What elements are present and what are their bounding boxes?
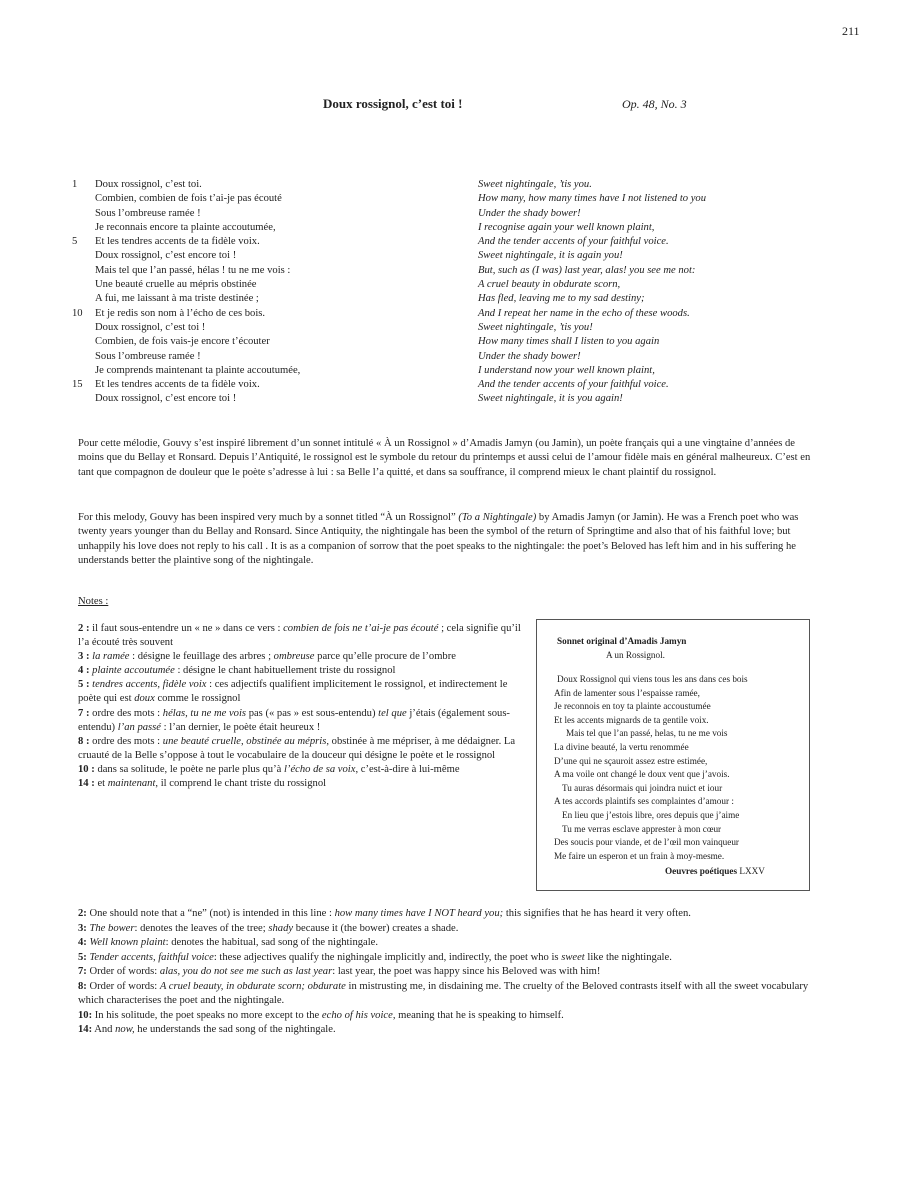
note-en-2: 2: One should note that a “ne” (not) is intended in this line : how many times have I NOT heard you; this signifies that he has heard it very often. bbox=[78, 908, 691, 919]
line-text: Et les tendres accents de ta fidèle voix. bbox=[95, 236, 260, 248]
note-fr-10: 10 : dans sa solitude, le poète ne parle plus qu’à l’écho de sa voix, c’est-à-dire à lui-même bbox=[78, 763, 460, 775]
sonnet-line: Tu me verras esclave apprester à mon cœur bbox=[562, 823, 722, 834]
poem-line-en: But, such as (I was) last year, alas! you see me not: bbox=[478, 264, 696, 276]
line-text: Sous l’ombreuse ramée ! bbox=[95, 350, 201, 362]
poem-line-fr bbox=[72, 307, 475, 321]
sonnet-text bbox=[554, 673, 748, 863]
poem-line-fr bbox=[95, 264, 475, 278]
sonnet-line: Me faire un esperon et un frain à moy-mesme. bbox=[554, 850, 725, 861]
poem-line-fr bbox=[95, 335, 475, 349]
line-text: Je comprends maintenant ta plainte accoutumée, bbox=[95, 364, 301, 376]
song-title: Doux rossignol, c’est toi ! bbox=[323, 96, 463, 111]
poem-english bbox=[478, 178, 878, 407]
poem-line-en: Under the shady bower! bbox=[478, 207, 581, 219]
poem-line-fr bbox=[72, 378, 475, 392]
line-text: A fui, me laissant à ma triste destinée ; bbox=[95, 293, 259, 305]
poem-line-en: And the tender accents of your faithful voice. bbox=[478, 236, 669, 248]
line-number: 10 bbox=[72, 307, 83, 319]
note-en-8: 8: Order of words: A cruel beauty, in obdurate scorn; obdurate in mistrusting me, in disdaining me. The cruelty of the Beloved contrasts itself with all the sweet vocabulary which characterises the poet and the nightingale. bbox=[78, 980, 809, 1006]
note-fr-14: 14 : et maintenant, il comprend le chant triste du rossignol bbox=[78, 778, 327, 790]
poem-line-en: Sweet nightingale, it is again you! bbox=[478, 250, 623, 262]
note-en-7: 7: Order of words: alas, you do not see me such as last year: last year, the poet was happy since his Beloved was with him! bbox=[78, 966, 601, 977]
sonnet-line: A ma voile ont changé le doux vent que j’avois. bbox=[554, 769, 730, 780]
poem-line-fr bbox=[95, 207, 475, 221]
opus-number: Op. 48, No. 3 bbox=[622, 97, 687, 111]
notes-heading: Notes : bbox=[78, 596, 109, 607]
notes-french bbox=[78, 622, 528, 791]
sonnet-line: La divine beauté, la vertu renommée bbox=[554, 741, 689, 752]
sonnet-line: Je reconnois en toy ta plainte accoustumée bbox=[554, 701, 711, 712]
line-text: Sous l’ombreuse ramée ! bbox=[95, 207, 201, 219]
poem-line-en: I recognise again your well known plaint, bbox=[478, 221, 655, 233]
poem-line-en: I understand now your well known plaint, bbox=[478, 364, 655, 376]
note-fr-5: 5 : tendres accents, fidèle voix : ces adjectifs qualifient implicitement le rossignol, et indirectement le poète qui est doux comme le rossignol bbox=[78, 679, 508, 705]
poem-line-fr bbox=[95, 292, 475, 306]
sonnet-line: Tu auras désormais qui joindra nuict et iour bbox=[562, 782, 723, 793]
sonnet-subtitle: A un Rossignol. bbox=[606, 650, 665, 660]
note-fr-7: 7 : ordre des mots : hélas, tu ne me vois pas (« pas » est sous-entendu) tel que j’étais (également sous-entendu) l’an passé : l’an dernier, le poète était heureux ! bbox=[78, 707, 510, 733]
poem-line-fr bbox=[95, 321, 475, 335]
note-en-5: 5: Tender accents, faithful voice: these adjectives qualify the nighingale implicitly and, indirectly, the poet who is sweet like the nightingale. bbox=[78, 951, 672, 963]
poem-line-en: Sweet nightingale, ’tis you. bbox=[478, 179, 592, 190]
line-text: Doux rossignol, c’est encore toi ! bbox=[95, 250, 237, 262]
line-text: Mais tel que l’an passé, hélas ! tu ne me vois : bbox=[95, 264, 291, 276]
line-text: Je reconnais encore ta plainte accoutumée, bbox=[95, 221, 276, 233]
line-text: Une beauté cruelle au mépris obstinée bbox=[95, 279, 257, 291]
line-number: 1 bbox=[72, 179, 78, 190]
note-en-4: 4: Well known plaint: denotes the habitual, sad song of the nightingale. bbox=[78, 937, 379, 948]
sonnet-line: Mais tel que l’an passé, helas, tu ne me vois bbox=[566, 728, 728, 739]
line-text: Et je redis son nom à l’écho de ces bois. bbox=[95, 307, 266, 319]
poem-line-en: Sweet nightingale, it is you again! bbox=[478, 393, 623, 405]
line-number: 5 bbox=[72, 236, 78, 248]
note-en-3: 3: The bower: denotes the leaves of the tree; shady because it (the bower) creates a shade. bbox=[78, 922, 459, 934]
note-fr-2: 2 : il faut sous-entendre un « ne » dans ce vers : combien de fois ne t’ai-je pas écouté ; cela signifie qu’il l’a écouté très souvent bbox=[78, 623, 521, 649]
poem-line-fr bbox=[72, 178, 475, 192]
poem-line-en: A cruel beauty in obdurate scorn, bbox=[478, 279, 621, 291]
line-text: Combien, de fois vais-je encore t’écouter bbox=[95, 336, 270, 348]
poem-line-fr bbox=[95, 364, 475, 378]
poem-line-en: How many, how many times have I not listened to you bbox=[478, 193, 707, 205]
sonnet-title: Sonnet original d’Amadis Jamyn bbox=[557, 636, 687, 646]
poem-line-en: And I repeat her name in the echo of these woods. bbox=[478, 307, 690, 319]
line-number: 15 bbox=[72, 379, 83, 391]
poem-line-en: And the tender accents of your faithful voice. bbox=[478, 379, 669, 391]
poem-line-fr bbox=[95, 192, 475, 206]
note-fr-8: 8 : ordre des mots : une beauté cruelle, obstinée au mépris, obstinée à me mépriser, à me dédaigner. La cruauté de la Belle s’oppose à tout le vocabulaire de la douceur qui désigne le poète et le rossignol bbox=[78, 735, 516, 761]
note-fr-4: 4 : plainte accoutumée : désigne le chant habituellement triste du rossignol bbox=[78, 665, 396, 677]
line-text: Doux rossignol, c’est encore toi ! bbox=[95, 393, 237, 405]
sonnet-line: Afin de lamenter sous l’espaisse ramée, bbox=[554, 687, 700, 698]
sonnet-line: Et les accents mignards de ta gentile voix. bbox=[554, 714, 709, 725]
sonnet-line: Doux Rossignol qui viens tous les ans dans ces bois bbox=[557, 674, 748, 684]
poem-line-en: Has fled, leaving me to my sad destiny; bbox=[478, 293, 645, 305]
line-text: Combien, combien de fois t’ai-je pas écouté bbox=[95, 193, 282, 205]
sonnet-source: Oeuvres poétiques LXXV bbox=[665, 866, 765, 876]
sonnet-line: A tes accords plaintifs ses complaintes d’amour : bbox=[554, 796, 734, 807]
commentary-french: Pour cette mélodie, Gouvy s’est inspiré librement d’un sonnet intitulé « À un Rossignol » d’Amadis Jamyn (ou Jamin), un poète français qui a une vingtaine d’années de moins que du Bellay et Ronsard. Depuis l’Antiquité, le rossignol est le symbole du retour du printemps et aussi celui de l’amour fidèle mais en général malheureux. C’est en tant que compagnon de douleur que le poète s’adresse à lui : sa Belle l’a quitté, et dans sa souffrance, il comprend mieux le chant plaintif du rossignol. bbox=[78, 438, 811, 478]
poem-line-fr bbox=[95, 278, 475, 292]
note-fr-3: 3 : la ramée : désigne le feuillage des arbres ; ombreuse parce qu’elle procure de l’ombre bbox=[78, 651, 456, 663]
poem-line-fr bbox=[95, 350, 475, 364]
original-sonnet-box bbox=[536, 619, 810, 891]
poem-line-en: How many times shall I listen to you again bbox=[478, 336, 660, 348]
note-en-10: 10: In his solitude, the poet speaks no more except to the echo of his voice, meaning that he is speaking to himself. bbox=[78, 1009, 564, 1021]
poem-french bbox=[72, 178, 475, 407]
sonnet-line: Des soucis pour viande, et de l’œil mon vainqueur bbox=[554, 837, 739, 848]
poem-line-en: Under the shady bower! bbox=[478, 350, 581, 362]
line-text: Et les tendres accents de ta fidèle voix. bbox=[95, 379, 260, 391]
line-text: Doux rossignol, c’est toi. bbox=[95, 179, 202, 190]
notes-english bbox=[78, 907, 823, 1038]
poem-line-fr bbox=[95, 221, 475, 235]
poem-line-fr bbox=[95, 249, 475, 263]
note-en-14: 14: And now, he understands the sad song of the nightingale. bbox=[78, 1024, 336, 1035]
sonnet-line: D’une qui ne sçauroit assez estre estimée, bbox=[554, 755, 708, 766]
poem-line-fr bbox=[95, 392, 475, 406]
commentary-english: For this melody, Gouvy has been inspired very much by a sonnet titled “À un Rossignol” (To a Nightingale) by Amadis Jamyn (or Jamin). He was a French poet who was twenty years younger than du Bellay and Ronsard. Since Antiquity, the nightingale has been the symbol of the return of Springtime and also that of his faithful love; but unhappily his love does not reply to his call . It is as a companion of sorrow that the poet speaks to the nightingale: the poet’s Beloved has left him and in his suffering he understands better the plaintive song of the nightingale. bbox=[78, 512, 799, 567]
poem-line-en: Sweet nightingale, ’tis you! bbox=[478, 321, 593, 333]
sonnet-line: En lieu que j’estois libre, ores depuis que j’aime bbox=[562, 809, 740, 820]
poem-line-fr bbox=[72, 235, 475, 249]
page-number: 211 bbox=[842, 24, 860, 38]
line-text: Doux rossignol, c’est toi ! bbox=[95, 321, 206, 333]
